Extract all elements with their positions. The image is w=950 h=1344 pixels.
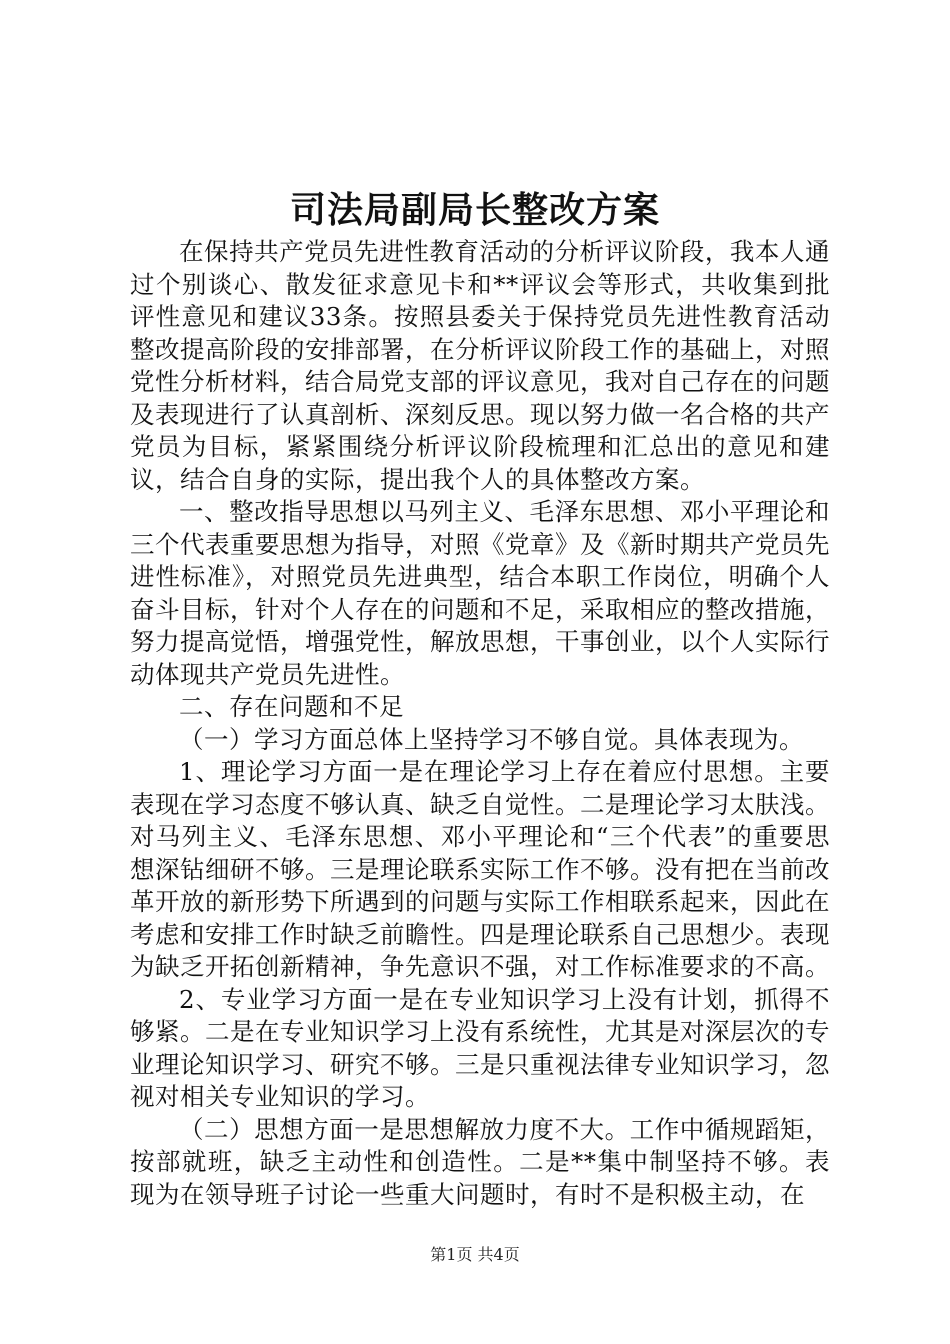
paragraph-study-heading: （一）学习方面总体上坚持学习不够自觉。具体表现为。 bbox=[179, 724, 804, 754]
document-body bbox=[130, 236, 830, 1211]
document-title: 司法局副局长整改方案 bbox=[289, 189, 660, 231]
page-footer: 第1页 共4页 bbox=[430, 1245, 520, 1264]
paragraph-guiding-thought: 一、整改指导思想以马列主义、毛泽东思想、邓小平理论和三个代表重要思想为指导，对照《党章》及《新时期共产党员先进性标准》，对照党员先进典型，结合本职工作岗位，明确个人奋斗目标，针对个人存在的问题和不足，采取相应的整改措施，努力提高觉悟，增强党性，解放思想，干事创业，以个人实际行动体现共产党员先进性。 bbox=[130, 497, 830, 689]
paragraph-theory-study: 1、理论学习方面一是在理论学习上存在着应付思想。主要表现在学习态度不够认真、缺乏自觉性。二是理论学习太肤浅。对马列主义、毛泽东思想、邓小平理论和“三个代表”的重要思想深钻细研不够。三是理论联系实际工作不够。没有把在当前改革开放的新形势下所遇到的问题与实际工作相联系起来，因此在考虑和安排工作时缺乏前瞻性。四是理论联系自己思想少。表现为缺乏开拓创新精神，争先意识不强，对工作标准要求的不高。 bbox=[130, 757, 830, 981]
paragraph-professional-study: 2、专业学习方面一是在专业知识学习上没有计划，抓得不够紧。二是在专业知识学习上没有系统性，尤其是对深层次的专业理论知识学习、研究不够。三是只重视法律专业知识学习，忽视对相关专业知识的学习。 bbox=[130, 984, 830, 1111]
paragraph-thinking: （二）思想方面一是思想解放力度不大。工作中循规蹈矩，按部就班，缺乏主动性和创造性。二是**集中制坚持不够。表现为在领导班子讨论一些重大问题时，有时不是积极主动，在 bbox=[130, 1114, 830, 1209]
paragraph-intro: 在保持共产党员先进性教育活动的分析评议阶段，我本人通过个别谈心、散发征求意见卡和**评议会等形式，共收集到批评性意见和建议33条。按照县委关于保持党员先进性教育活动整改提高阶段的安排部署，在分析评议阶段工作的基础上，对照党性分析材料，结合局党支部的评议意见，我对自己存在的问题及表现进行了认真剖析、深刻反思。现以努力做一名合格的共产党员为目标，紧紧围绕分析评议阶段梳理和汇总出的意见和建议，结合自身的实际，提出我个人的具体整改方案。 bbox=[130, 237, 830, 494]
paragraph-problems-heading: 二、存在问题和不足 bbox=[179, 692, 404, 721]
